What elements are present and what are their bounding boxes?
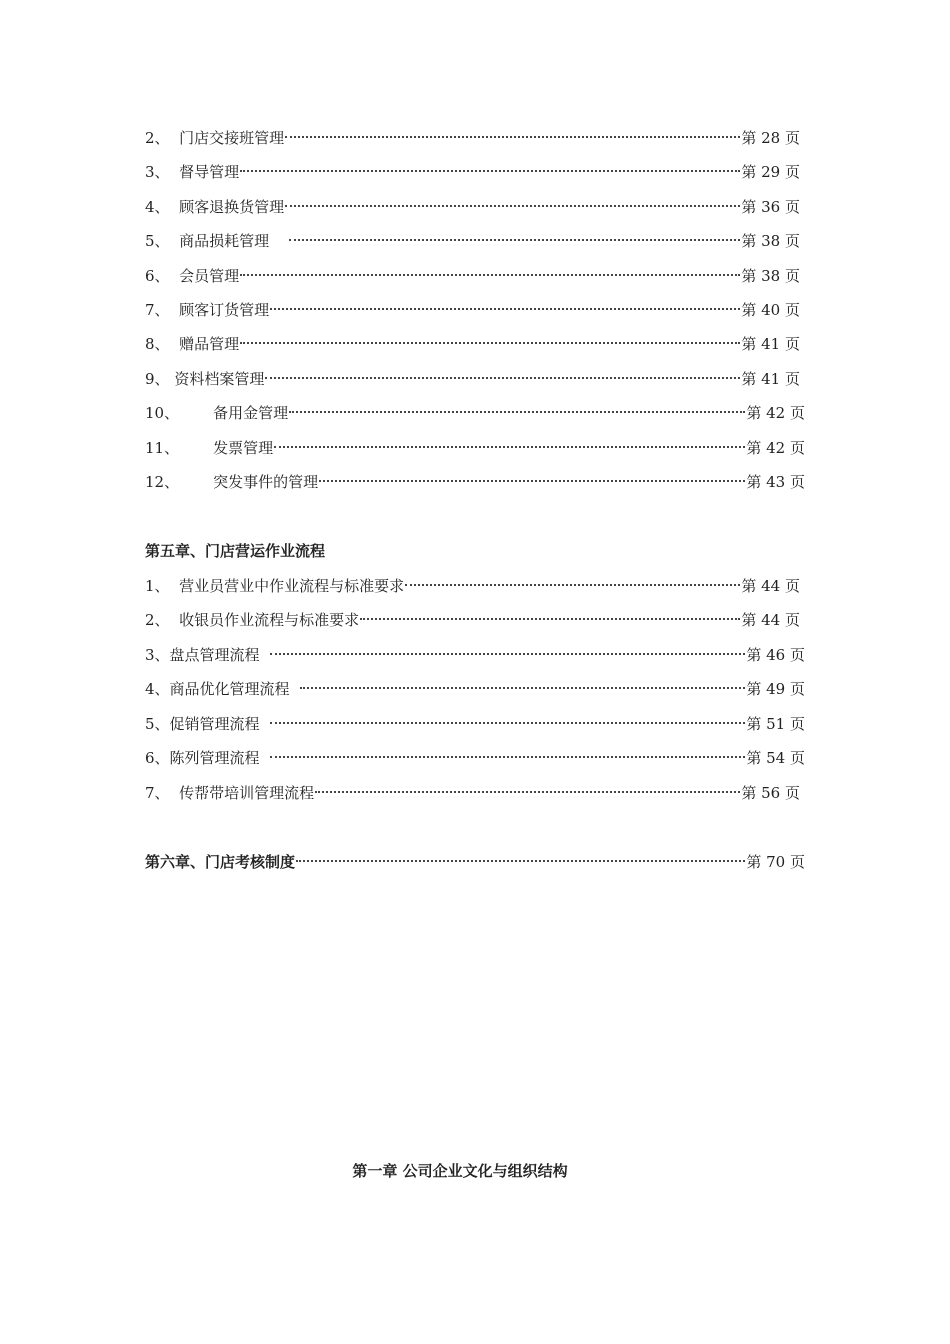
dot-leader: [274, 446, 745, 448]
toc-entry-title: 陈列管理流程: [169, 749, 260, 767]
toc-entry-page: 第 41 页: [741, 335, 800, 353]
toc-entry[interactable]: [145, 678, 805, 700]
toc-entry-number: 6、: [145, 267, 170, 285]
toc-entry-title: 督导管理: [179, 163, 240, 181]
toc-entry-page: 第 70 页: [746, 853, 805, 871]
toc-entry[interactable]: [145, 333, 800, 355]
toc-entry-title: 顾客订货管理: [179, 301, 270, 319]
toc-entry[interactable]: [145, 402, 805, 424]
dot-leader: [315, 791, 740, 793]
toc-entry-title: 资料档案管理: [174, 370, 265, 388]
toc-entry-number: 12、: [145, 473, 180, 491]
toc-entry-page: 第 42 页: [746, 404, 805, 422]
toc-entry-title: 传帮带培训管理流程: [179, 784, 315, 802]
toc-entry-number: 2、: [145, 611, 170, 629]
toc-entry-page: 第 44 页: [741, 577, 800, 595]
dot-leader: [240, 170, 740, 172]
toc-entry[interactable]: [145, 644, 805, 666]
toc-entry-number: 3、: [145, 163, 170, 181]
toc-entry[interactable]: [145, 299, 800, 321]
dot-leader: [265, 377, 740, 379]
dot-leader: [270, 653, 745, 655]
dot-leader: [296, 860, 745, 862]
dot-leader: [289, 239, 740, 241]
toc-entry-page: 第 44 页: [741, 611, 800, 629]
toc-entry[interactable]: [145, 713, 805, 735]
toc-entry-title: 会员管理: [179, 267, 240, 285]
dot-leader: [319, 480, 745, 482]
toc-entry-number: 3、: [145, 646, 170, 664]
chapter5-heading[interactable]: 第五章、门店营运作业流程: [145, 542, 326, 560]
toc-entry-page: 第 41 页: [741, 370, 800, 388]
toc-entry-number: 7、: [145, 784, 170, 802]
toc-entry[interactable]: [145, 368, 800, 390]
toc-entry[interactable]: [145, 609, 800, 631]
toc-entry-number: 7、: [145, 301, 170, 319]
chapter1-title: 第一章 公司企业文化与组织结构: [352, 1162, 568, 1180]
toc-entry-page: 第 49 页: [746, 680, 805, 698]
toc-entry-title: 突发事件的管理: [213, 473, 319, 491]
dot-leader: [240, 342, 740, 344]
dot-leader: [270, 308, 740, 310]
toc-entry-title: 营业员营业中作业流程与标准要求: [179, 577, 405, 595]
toc-entry[interactable]: [145, 575, 800, 597]
toc-entry-title: 赠品管理: [179, 335, 240, 353]
toc-entry-page: 第 40 页: [741, 301, 800, 319]
toc-entry[interactable]: [145, 437, 805, 459]
toc-entry[interactable]: [145, 230, 800, 252]
toc-entry-number: 9、: [145, 370, 170, 388]
toc-entry[interactable]: [145, 196, 800, 218]
toc-entry-number: 10、: [145, 404, 180, 422]
dot-leader: [300, 687, 745, 689]
toc-entry-number: 5、: [145, 715, 170, 733]
dot-leader: [270, 756, 745, 758]
toc-entry-number: 4、: [145, 198, 170, 216]
toc-entry-number: 2、: [145, 129, 170, 147]
toc-entry-number: 6、: [145, 749, 170, 767]
toc-entry-title: 收银员作业流程与标准要求: [179, 611, 360, 629]
dot-leader: [270, 722, 745, 724]
toc-entry-number: 5、: [145, 232, 170, 250]
toc-entry-page: 第 38 页: [741, 232, 800, 250]
toc-entry[interactable]: [145, 265, 800, 287]
toc-entry-page: 第 46 页: [746, 646, 805, 664]
dot-leader: [285, 136, 740, 138]
toc-entry-page: 第 36 页: [741, 198, 800, 216]
toc-entry-title: 促销管理流程: [169, 715, 260, 733]
toc-entry-number: 4、: [145, 680, 170, 698]
toc-entry-page: 第 56 页: [741, 784, 800, 802]
toc-entry-title: 商品优化管理流程: [169, 680, 290, 698]
toc-entry-title: 盘点管理流程: [169, 646, 260, 664]
toc-entry-number: 8、: [145, 335, 170, 353]
toc-entry-number: 1、: [145, 577, 170, 595]
toc-entry-page: 第 28 页: [741, 129, 800, 147]
toc-entry-title: 商品损耗管理: [179, 232, 270, 250]
chapter6-entry[interactable]: [145, 851, 805, 873]
toc-entry[interactable]: [145, 782, 800, 804]
dot-leader: [285, 205, 740, 207]
dot-leader: [405, 584, 740, 586]
toc-entry[interactable]: [145, 127, 800, 149]
toc-entry-number: 11、: [145, 439, 180, 457]
toc-entry-page: 第 54 页: [746, 749, 805, 767]
toc-entry-title: 第六章、门店考核制度: [145, 853, 296, 871]
toc-entry-page: 第 38 页: [741, 267, 800, 285]
toc-entry-page: 第 43 页: [746, 473, 805, 491]
dot-leader: [240, 274, 740, 276]
toc-entry-title: 备用金管理: [213, 404, 289, 422]
toc-entry-page: 第 51 页: [746, 715, 805, 733]
toc-entry-title: 发票管理: [213, 439, 274, 457]
toc-entry-page: 第 42 页: [746, 439, 805, 457]
toc-entry[interactable]: [145, 161, 800, 183]
dot-leader: [289, 411, 745, 413]
toc-entry-title: 门店交接班管理: [179, 129, 285, 147]
dot-leader: [360, 618, 740, 620]
toc-entry[interactable]: [145, 747, 805, 769]
toc-entry[interactable]: [145, 471, 805, 493]
toc-entry-page: 第 29 页: [741, 163, 800, 181]
toc-entry-title: 顾客退换货管理: [179, 198, 285, 216]
